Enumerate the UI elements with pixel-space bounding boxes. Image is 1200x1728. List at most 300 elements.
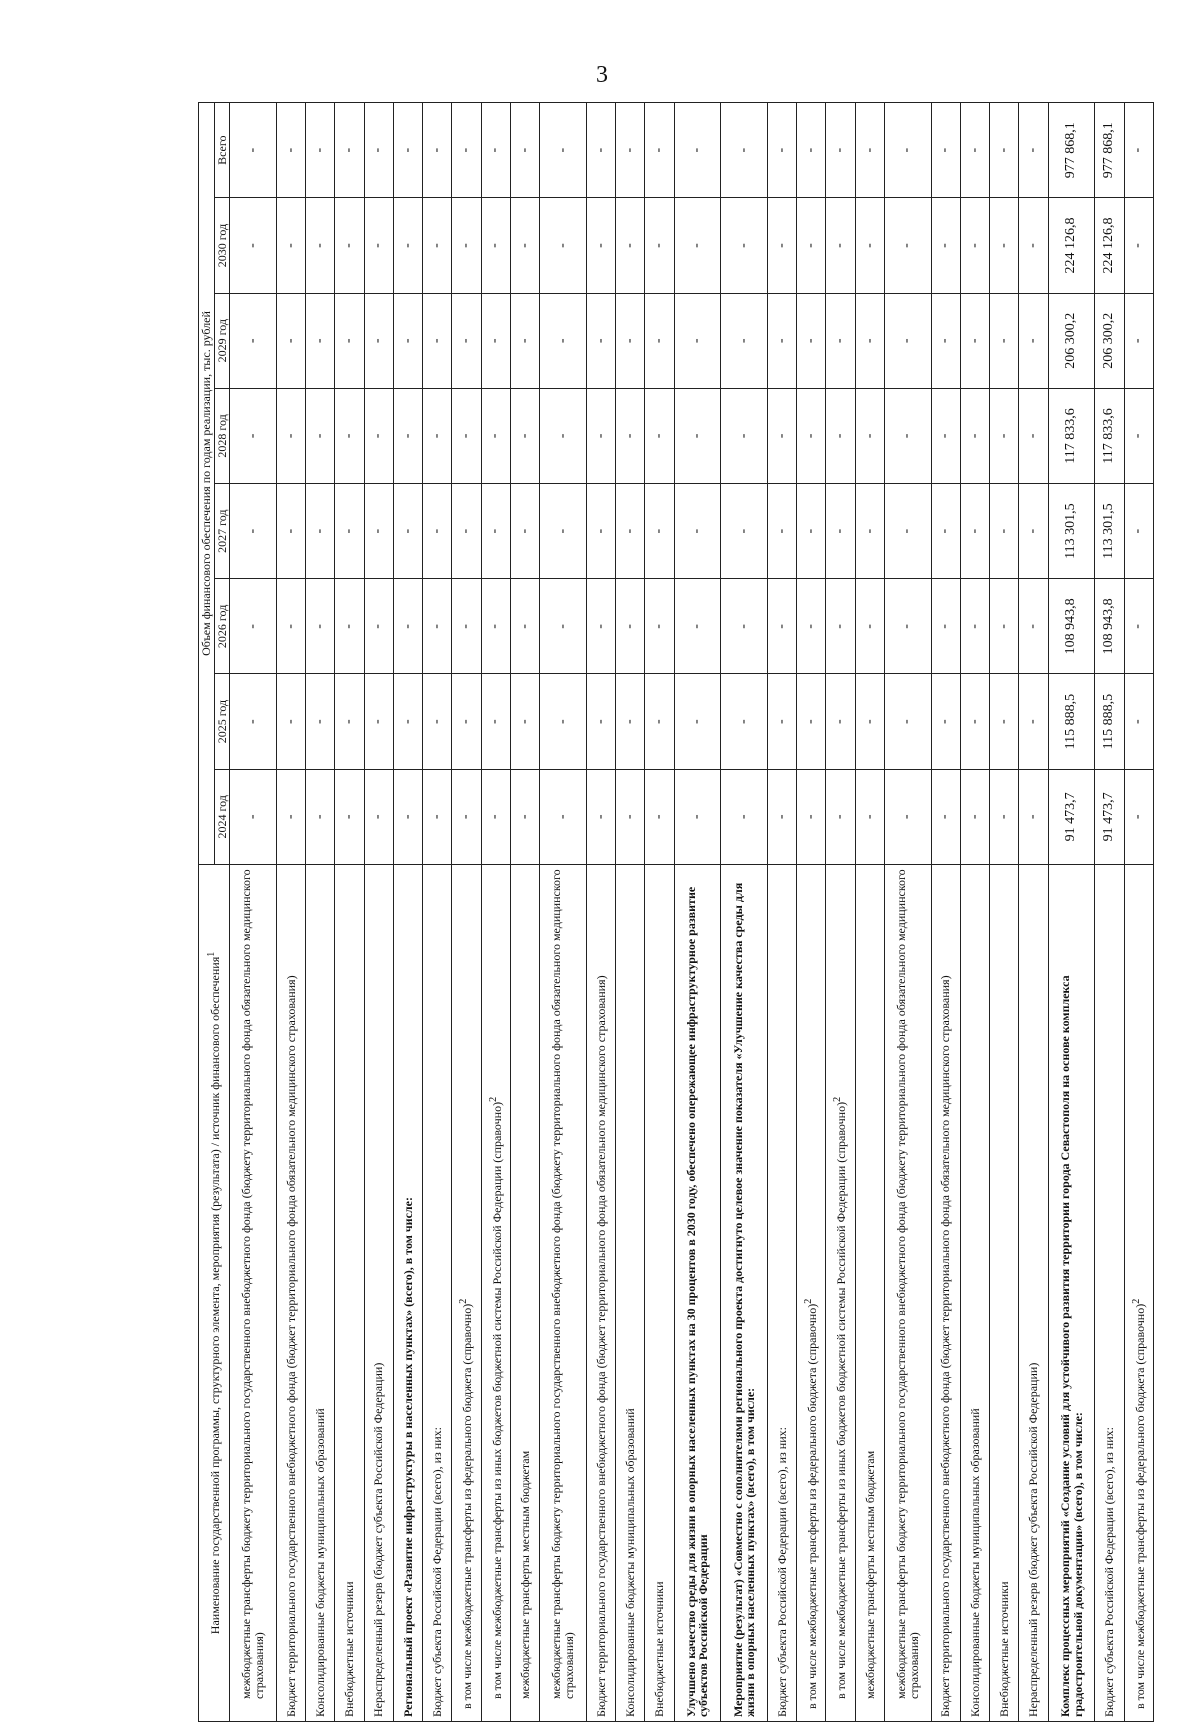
value-cell: -: [721, 103, 768, 198]
value-cell: -: [335, 388, 364, 483]
value-cell: -: [931, 579, 960, 674]
value-cell: 113 301,5: [1095, 484, 1124, 579]
value-cell: -: [1019, 484, 1048, 579]
row-name-cell: [335, 864, 364, 1721]
value-cell: -: [960, 484, 989, 579]
value-cell: -: [586, 579, 615, 674]
value-cell: -: [540, 198, 587, 293]
row-name-cell: [1095, 864, 1124, 1721]
value-cell: -: [335, 579, 364, 674]
row-name-cell: [423, 864, 452, 1721]
value-cell: -: [276, 674, 305, 769]
value-cell: -: [335, 484, 364, 579]
value-cell: -: [586, 293, 615, 388]
value-cell: -: [540, 103, 587, 198]
row-name-cell: [645, 864, 674, 1721]
table-body: [230, 103, 1154, 1722]
row-name-cell: [364, 864, 393, 1721]
table-row: [423, 103, 452, 1722]
value-cell: -: [931, 293, 960, 388]
value-cell: -: [510, 103, 539, 198]
table-row: [586, 103, 615, 1722]
value-cell: -: [674, 293, 721, 388]
row-name-text: Внебюджетные источники: [997, 1581, 1011, 1717]
value-cell: -: [335, 769, 364, 864]
financing-table: [198, 102, 1154, 1722]
value-cell: -: [674, 103, 721, 198]
value-cell: -: [393, 484, 422, 579]
value-cell: -: [855, 293, 884, 388]
value-cell: -: [540, 674, 587, 769]
value-cell: -: [931, 388, 960, 483]
value-cell: -: [510, 293, 539, 388]
row-name-cell: [616, 864, 645, 1721]
value-cell: -: [645, 293, 674, 388]
value-cell: 115 888,5: [1048, 674, 1095, 769]
row-name-cell: [855, 864, 884, 1721]
value-cell: -: [1019, 674, 1048, 769]
value-cell: -: [393, 293, 422, 388]
value-cell: -: [767, 769, 796, 864]
row-name-cell: [990, 864, 1019, 1721]
value-cell: -: [393, 388, 422, 483]
row-name-text: Улучшено качество среды для жизни в опорных населенных пунктах на 30 процентов в 2030 году, обеспечено опережающее инфраструктурное развитие субъектов Российской Федерации: [683, 886, 711, 1717]
value-cell: -: [826, 388, 855, 483]
row-name-text: Консолидированные бюджеты муниципальных образований: [622, 1408, 637, 1717]
value-cell: -: [990, 674, 1019, 769]
value-cell: -: [645, 769, 674, 864]
value-cell: -: [306, 484, 335, 579]
value-cell: -: [674, 198, 721, 293]
table-row: [276, 103, 305, 1722]
value-cell: -: [335, 293, 364, 388]
value-cell: -: [645, 388, 674, 483]
row-name-text: Региональный проект «Развитие инфраструктуры в населенных пунктах» (всего), в том числе:: [400, 1197, 415, 1717]
value-cell: -: [276, 579, 305, 674]
row-name-text: межбюджетные трансферты бюджету территориального государственного внебюджетного фонда (бюджету территориального фонда обязательного медицинского страхования): [239, 869, 266, 1699]
value-cell: -: [423, 293, 452, 388]
value-cell: -: [960, 198, 989, 293]
value-cell: -: [616, 674, 645, 769]
value-cell: -: [393, 103, 422, 198]
value-cell: -: [364, 293, 393, 388]
value-cell: 977 868,1: [1048, 103, 1095, 198]
value-cell: -: [423, 674, 452, 769]
value-cell: -: [990, 769, 1019, 864]
row-name-footnote: 2: [487, 1096, 499, 1102]
row-name-text: в том числе межбюджетные трансферты из федерального бюджета (справочно): [1132, 1303, 1147, 1709]
year-header: 2026 год: [214, 579, 230, 674]
value-cell: -: [645, 674, 674, 769]
row-name-text: в том числе межбюджетные трансферты из иных бюджетов бюджетной системы Российской Федерации (справочно): [834, 1101, 849, 1699]
row-name-text: в том числе межбюджетные трансферты из федерального бюджета (справочно): [460, 1303, 475, 1709]
table-row: [230, 103, 277, 1722]
value-cell: -: [452, 293, 481, 388]
value-cell: -: [990, 293, 1019, 388]
value-cell: -: [335, 674, 364, 769]
value-cell: 115 888,5: [1095, 674, 1124, 769]
value-cell: -: [306, 293, 335, 388]
value-cell: -: [797, 293, 826, 388]
value-cell: 977 868,1: [1095, 103, 1124, 198]
value-cell: -: [540, 769, 587, 864]
table-row: [797, 103, 826, 1722]
value-cell: -: [230, 769, 277, 864]
year-header: 2024 год: [214, 769, 230, 864]
row-name-text: в том числе межбюджетные трансферты из федерального бюджета (справочно): [805, 1303, 820, 1709]
value-cell: -: [1124, 388, 1153, 483]
value-cell: -: [960, 103, 989, 198]
value-cell: -: [481, 769, 510, 864]
table-row: [855, 103, 884, 1722]
value-cell: -: [364, 579, 393, 674]
value-cell: -: [674, 579, 721, 674]
value-cell: -: [931, 769, 960, 864]
row-name-text: межбюджетные трансферты бюджету территориального государственного внебюджетного фонда (бюджету территориального фонда обязательного медицинского страхования): [894, 869, 921, 1699]
table-row: [616, 103, 645, 1722]
value-cell: -: [1019, 579, 1048, 674]
value-cell: -: [230, 103, 277, 198]
value-cell: -: [481, 293, 510, 388]
row-name-text: Нераспределенный резерв (бюджет субъекта Российской Федерации): [371, 1362, 386, 1717]
value-cell: -: [306, 769, 335, 864]
value-cell: -: [510, 579, 539, 674]
value-cell: -: [364, 769, 393, 864]
row-name-cell: [1019, 864, 1048, 1721]
value-cell: -: [931, 674, 960, 769]
value-cell: -: [586, 388, 615, 483]
value-cell: -: [721, 769, 768, 864]
value-cell: -: [1124, 769, 1153, 864]
row-name-text: Мероприятие (результат) «Совместно с сополнителями регионального проекта достигнуто целевое значение показателя «Улучшение качества среды для жизни в опорных населенных пунктах» (всего), в том числе:: [730, 882, 758, 1717]
row-name-text: Бюджет субъекта Российской Федерации (всего), из них:: [429, 1427, 444, 1717]
value-cell: -: [1124, 103, 1153, 198]
value-cell: -: [452, 579, 481, 674]
value-cell: -: [885, 769, 932, 864]
value-cell: -: [674, 769, 721, 864]
value-cell: -: [423, 388, 452, 483]
value-cell: -: [797, 769, 826, 864]
row-name-text: Консолидированные бюджеты муниципальных образований: [967, 1408, 982, 1717]
value-cell: 108 943,8: [1048, 579, 1095, 674]
value-cell: -: [510, 674, 539, 769]
row-name-cell: [452, 864, 481, 1721]
value-cell: -: [931, 484, 960, 579]
value-cell: -: [855, 579, 884, 674]
value-cell: -: [276, 293, 305, 388]
value-cell: 117 833,6: [1048, 388, 1095, 483]
value-cell: -: [364, 484, 393, 579]
value-cell: -: [481, 103, 510, 198]
value-cell: -: [276, 198, 305, 293]
table-row: [826, 103, 855, 1722]
table-row: [1124, 103, 1153, 1722]
value-cell: -: [423, 484, 452, 579]
table-row: [481, 103, 510, 1722]
value-cell: -: [797, 103, 826, 198]
value-cell: -: [616, 103, 645, 198]
value-cell: -: [306, 579, 335, 674]
value-cell: -: [721, 484, 768, 579]
value-cell: -: [393, 579, 422, 674]
table-row: [931, 103, 960, 1722]
rotated-table-container: [198, 102, 1154, 1722]
value-cell: -: [481, 579, 510, 674]
row-name-text: межбюджетные трансферты местным бюджетам: [862, 1450, 877, 1699]
value-cell: -: [990, 198, 1019, 293]
value-cell: -: [826, 674, 855, 769]
table-row: [960, 103, 989, 1722]
row-name-cell: [721, 864, 768, 1721]
value-cell: -: [721, 293, 768, 388]
value-cell: -: [797, 484, 826, 579]
value-cell: 206 300,2: [1048, 293, 1095, 388]
value-cell: -: [586, 103, 615, 198]
row-name-cell: [586, 864, 615, 1721]
row-name-text: Внебюджетные источники: [342, 1581, 357, 1717]
value-cell: -: [393, 674, 422, 769]
value-cell: -: [540, 388, 587, 483]
row-name-text: Бюджет территориального государственного внебюджетного фонда (бюджет территориального фонда обязательного медицинского страхования): [938, 975, 953, 1717]
value-cell: 91 473,7: [1095, 769, 1124, 864]
value-cell: -: [885, 198, 932, 293]
header-row-group: [199, 103, 215, 1722]
value-cell: -: [960, 769, 989, 864]
row-name-cell: [885, 864, 932, 1721]
value-cell: -: [885, 103, 932, 198]
value-cell: -: [1019, 293, 1048, 388]
row-name-cell: [481, 864, 510, 1721]
table-row: [540, 103, 587, 1722]
value-cell: -: [364, 388, 393, 483]
value-cell: -: [230, 579, 277, 674]
value-cell: -: [230, 674, 277, 769]
row-name-cell: [931, 864, 960, 1721]
value-cell: -: [452, 769, 481, 864]
page-number: 3: [596, 62, 608, 88]
value-cell: -: [276, 769, 305, 864]
value-cell: -: [335, 198, 364, 293]
value-cell: -: [230, 388, 277, 483]
value-cell: -: [960, 579, 989, 674]
row-name-text: Бюджет территориального государственного внебюджетного фонда (бюджет территориального фонда обязательного медицинского страхования): [593, 975, 608, 1717]
value-cell: -: [452, 103, 481, 198]
value-cell: -: [230, 198, 277, 293]
value-cell: -: [230, 293, 277, 388]
row-name-text: Консолидированные бюджеты муниципальных образований: [312, 1408, 327, 1717]
row-name-cell: [826, 864, 855, 1721]
value-cell: -: [767, 484, 796, 579]
value-cell: -: [230, 484, 277, 579]
table-row: [767, 103, 796, 1722]
value-cell: -: [393, 769, 422, 864]
value-cell: -: [645, 198, 674, 293]
year-header: 2030 год: [214, 198, 230, 293]
value-cell: -: [990, 579, 1019, 674]
value-cell: -: [826, 103, 855, 198]
value-cell: 108 943,8: [1095, 579, 1124, 674]
row-name-text: Бюджет субъекта Российской Федерации (всего), из них:: [774, 1427, 789, 1717]
value-cell: -: [1124, 293, 1153, 388]
value-cell: -: [990, 103, 1019, 198]
value-cell: -: [855, 769, 884, 864]
value-cell: -: [721, 388, 768, 483]
table-row: [306, 103, 335, 1722]
value-cell: -: [885, 293, 932, 388]
table-row: [1048, 103, 1095, 1722]
name-column-header-sup: 1: [205, 951, 217, 957]
row-name-footnote: 2: [1130, 1298, 1142, 1304]
value-cell: -: [990, 484, 1019, 579]
value-cell: -: [276, 103, 305, 198]
value-cell: -: [393, 198, 422, 293]
row-name-footnote: 2: [458, 1298, 470, 1304]
year-header: 2025 год: [214, 674, 230, 769]
value-cell: -: [855, 198, 884, 293]
value-cell: 113 301,5: [1048, 484, 1095, 579]
value-cell: -: [767, 388, 796, 483]
value-cell: -: [674, 388, 721, 483]
row-name-text: Бюджет территориального государственного внебюджетного фонда (бюджет территориального фонда обязательного медицинского страхования): [283, 975, 298, 1717]
table-row: [335, 103, 364, 1722]
row-name-text: Комплекс процессных мероприятий «Создание условий для устойчивого развития территории города Севастополя на основе комплекса градостроительной документации» (всего), в том числе:: [1057, 975, 1085, 1717]
value-cell: -: [586, 674, 615, 769]
row-name-text: межбюджетные трансферты бюджету территориального государственного внебюджетного фонда (бюджету территориального фонда обязательного медицинского страхования): [549, 869, 577, 1699]
value-cell: -: [335, 103, 364, 198]
value-cell: -: [306, 103, 335, 198]
value-cell: -: [826, 769, 855, 864]
value-cell: -: [797, 388, 826, 483]
table-row: [645, 103, 674, 1722]
value-cell: -: [616, 579, 645, 674]
value-cell: -: [767, 674, 796, 769]
value-cell: -: [1124, 579, 1153, 674]
value-cell: -: [826, 579, 855, 674]
value-cell: -: [931, 103, 960, 198]
value-cell: -: [452, 198, 481, 293]
value-cell: -: [767, 198, 796, 293]
value-cell: -: [452, 674, 481, 769]
year-header: 2029 год: [214, 293, 230, 388]
value-cell: -: [855, 103, 884, 198]
row-name-cell: [797, 864, 826, 1721]
value-cell: -: [885, 579, 932, 674]
value-cell: -: [452, 484, 481, 579]
row-name-cell: [960, 864, 989, 1721]
value-cell: -: [885, 388, 932, 483]
value-cell: -: [767, 579, 796, 674]
value-cell: -: [826, 484, 855, 579]
value-cell: -: [797, 674, 826, 769]
value-cell: -: [616, 484, 645, 579]
value-cell: -: [364, 198, 393, 293]
value-cell: -: [1124, 674, 1153, 769]
row-name-cell: [276, 864, 305, 1721]
value-cell: -: [960, 388, 989, 483]
value-cell: -: [510, 198, 539, 293]
value-cell: -: [960, 674, 989, 769]
value-cell: -: [586, 198, 615, 293]
value-cell: -: [452, 388, 481, 483]
value-cell: -: [797, 579, 826, 674]
table-row: [721, 103, 768, 1722]
value-cell: -: [616, 769, 645, 864]
value-cell: 206 300,2: [1095, 293, 1124, 388]
name-column-header: [199, 864, 230, 1721]
value-cell: -: [306, 388, 335, 483]
value-cell: -: [540, 293, 587, 388]
table-row: [510, 103, 539, 1722]
financing-group-header: Объем финансового обеспечения по годам реализации, тыс. рублей: [199, 103, 215, 865]
name-column-header-text: Наименование государственной программы, структурного элемента, мероприятия (результата) / источник финансового обеспечения: [207, 956, 222, 1635]
row-name-text: межбюджетные трансферты местным бюджетам: [517, 1450, 532, 1699]
row-name-cell: [767, 864, 796, 1721]
value-cell: -: [306, 674, 335, 769]
value-cell: -: [1019, 103, 1048, 198]
value-cell: 224 126,8: [1048, 198, 1095, 293]
row-name-text: Нераспределенный резерв (бюджет субъекта Российской Федерации): [1026, 1362, 1041, 1717]
value-cell: -: [423, 579, 452, 674]
row-name-cell: [1048, 864, 1095, 1721]
table-row: [674, 103, 721, 1722]
row-name-cell: [230, 864, 277, 1721]
value-cell: -: [616, 198, 645, 293]
value-cell: -: [276, 484, 305, 579]
value-cell: -: [674, 484, 721, 579]
value-cell: -: [767, 293, 796, 388]
value-cell: -: [826, 198, 855, 293]
value-cell: -: [931, 198, 960, 293]
value-cell: -: [1019, 769, 1048, 864]
value-cell: -: [423, 103, 452, 198]
row-name-cell: [540, 864, 587, 1721]
value-cell: -: [586, 769, 615, 864]
value-cell: -: [364, 674, 393, 769]
value-cell: 224 126,8: [1095, 198, 1124, 293]
year-header: 2027 год: [214, 484, 230, 579]
value-cell: -: [721, 198, 768, 293]
value-cell: -: [885, 674, 932, 769]
value-cell: -: [364, 103, 393, 198]
row-name-text: в том числе межбюджетные трансферты из иных бюджетов бюджетной системы Российской Федерации (справочно): [489, 1101, 504, 1699]
value-cell: -: [423, 769, 452, 864]
value-cell: -: [510, 484, 539, 579]
row-name-cell: [1124, 864, 1153, 1721]
table-row: [393, 103, 422, 1722]
value-cell: -: [721, 674, 768, 769]
value-cell: -: [645, 103, 674, 198]
value-cell: -: [1124, 484, 1153, 579]
value-cell: -: [540, 579, 587, 674]
value-cell: -: [1019, 388, 1048, 483]
table-row: [364, 103, 393, 1722]
value-cell: -: [616, 293, 645, 388]
value-cell: -: [510, 388, 539, 483]
value-cell: -: [306, 198, 335, 293]
value-cell: -: [797, 198, 826, 293]
value-cell: -: [855, 388, 884, 483]
value-cell: -: [481, 198, 510, 293]
value-cell: -: [276, 388, 305, 483]
value-cell: -: [990, 388, 1019, 483]
value-cell: -: [826, 293, 855, 388]
value-cell: -: [481, 484, 510, 579]
value-cell: -: [510, 769, 539, 864]
value-cell: -: [645, 484, 674, 579]
value-cell: -: [481, 388, 510, 483]
value-cell: -: [855, 674, 884, 769]
table-row: [990, 103, 1019, 1722]
